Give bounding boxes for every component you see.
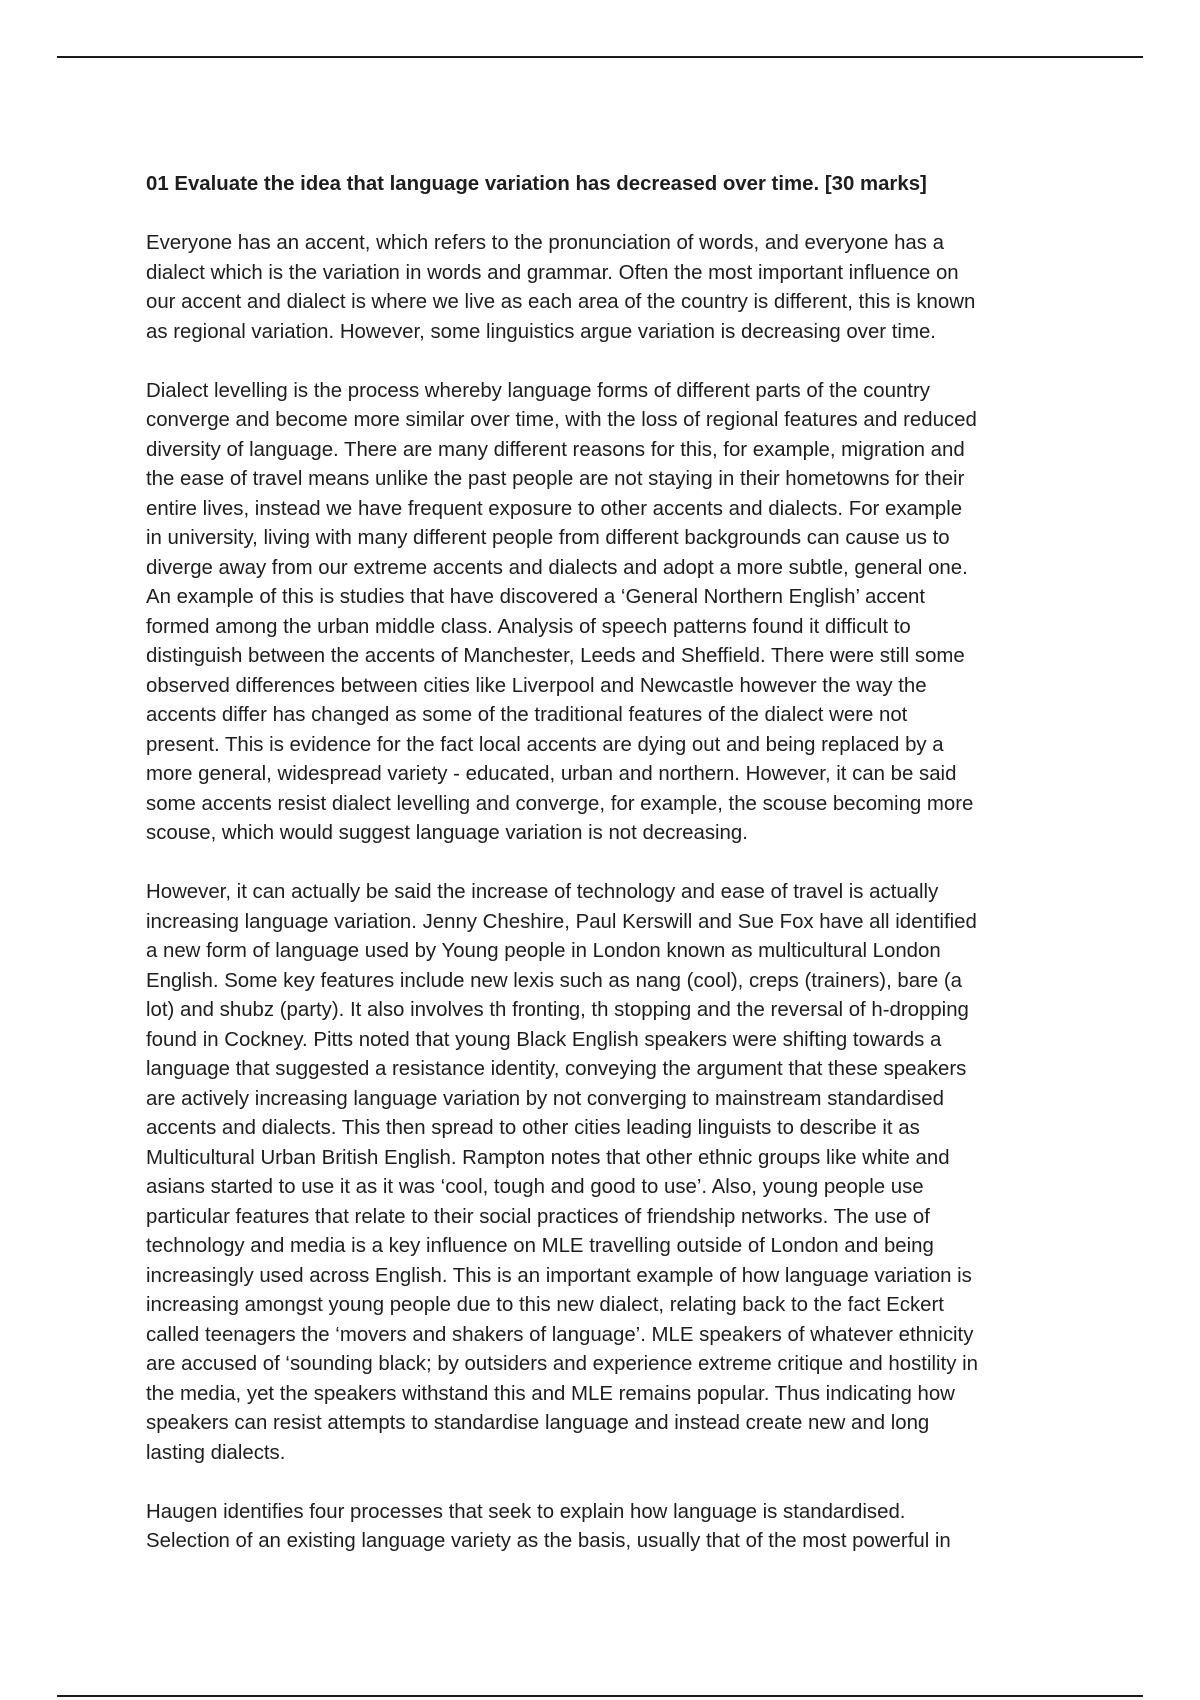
essay-body	[146, 170, 1058, 1586]
text-line: distinguish between the accents of Manchester, Leeds and Sheffield. There were still some	[146, 645, 965, 667]
text-line: accents and dialects. This then spread to other cities leading linguists to describe it as	[146, 1117, 920, 1139]
question-heading: 01 Evaluate the idea that language variation has decreased over time. [30 marks]	[146, 173, 927, 195]
text-line: lasting dialects.	[146, 1441, 286, 1464]
text-line: English. Some key features include new lexis such as nang (cool), creps (trainers), bare (a	[146, 969, 963, 992]
text-line: formed among the urban middle class. Analysis of speech patterns found it difficult to	[146, 615, 911, 638]
text-line: are accused of ‘sounding black; by outsiders and experience extreme critique and hostility in	[146, 1353, 978, 1375]
text-line: lot) and shubz (party). It also involves th fronting, th stopping and the reversal of h-dropping	[146, 999, 969, 1021]
text-line: a new form of language used by Young people in London known as multicultural London	[146, 940, 941, 962]
text-line: observed differences between cities like Liverpool and Newcastle however the way the	[146, 674, 927, 697]
text-line: Selection of an existing language variety as the basis, usually that of the most powerful in	[146, 1530, 951, 1552]
text-line: accents differ has changed as some of the traditional features of the dialect were not	[146, 704, 908, 726]
text-line: the ease of travel means unlike the past people are not staying in their hometowns for their	[146, 468, 965, 490]
paragraph-dialect-levelling	[146, 377, 1058, 849]
text-line: some accents resist dialect levelling and converge, for example, the scouse becoming more	[146, 792, 974, 815]
text-line: in university, living with many different people from different backgrounds can cause us to	[146, 527, 950, 549]
text-line: speakers can resist attempts to standardise language and instead create new and long	[146, 1412, 930, 1434]
text-line: language that suggested a resistance identity, conveying the argument that these speakers	[146, 1058, 967, 1080]
text-line: increasing language variation. Jenny Cheshire, Paul Kerswill and Sue Fox have all identified	[146, 910, 977, 933]
text-line: However, it can actually be said the increase of technology and ease of travel is actually	[146, 881, 939, 903]
text-line: called teenagers the ‘movers and shakers of language’. MLE speakers of whatever ethnicity	[146, 1323, 974, 1346]
text-line: increasingly used across English. This is an important example of how language variation is	[146, 1264, 972, 1287]
text-line: the media, yet the speakers withstand this and MLE remains popular. Thus indicating how	[146, 1382, 955, 1405]
text-line: Everyone has an accent, which refers to the pronunciation of words, and everyone has a	[146, 232, 944, 254]
text-line: entire lives, instead we have frequent exposure to other accents and dialects. For example	[146, 497, 963, 520]
text-line: Dialect levelling is the process whereby language forms of different parts of the country	[146, 379, 930, 402]
text-line: Haugen identifies four processes that seek to explain how language is standardised.	[146, 1500, 906, 1523]
paragraph-mle	[146, 878, 1058, 1468]
text-line: Multicultural Urban British English. Rampton notes that other ethnic groups like white and	[146, 1146, 950, 1169]
text-line: particular features that relate to their social practices of friendship networks. The use of	[146, 1205, 930, 1228]
top-rule	[57, 56, 1143, 58]
text-line: dialect which is the variation in words and grammar. Often the most important influence on	[146, 261, 959, 284]
paragraph-haugen	[146, 1498, 1058, 1557]
text-line: technology and media is a key influence on MLE travelling outside of London and being	[146, 1235, 934, 1257]
bottom-rule	[57, 1695, 1143, 1697]
text-line: converge and become more similar over time, with the loss of regional features and reduced	[146, 409, 977, 431]
text-line: present. This is evidence for the fact local accents are dying out and being replaced by a	[146, 733, 944, 756]
text-line: asians started to use it as it was ‘cool, tough and good to use’. Also, young people use	[146, 1176, 924, 1198]
text-line: our accent and dialect is where we live as each area of the country is different, this is known	[146, 291, 976, 313]
text-line: An example of this is studies that have discovered a ‘General Northern English’ accent	[146, 586, 926, 608]
text-line: more general, widespread variety - educated, urban and northern. However, it can be said	[146, 763, 957, 785]
text-line: scouse, which would suggest language variation is not decreasing.	[146, 822, 748, 844]
text-line: as regional variation. However, some linguistics argue variation is decreasing over time.	[146, 320, 936, 343]
text-line: are actively increasing language variation by not converging to mainstream standardised	[146, 1087, 944, 1110]
text-line: found in Cockney. Pitts noted that young Black English speakers were shifting towards a	[146, 1028, 942, 1051]
paragraph-intro	[146, 229, 1058, 347]
text-line: increasing amongst young people due to this new dialect, relating back to the fact Eckert	[146, 1294, 944, 1316]
text-line: diverge away from our extreme accents and dialects and adopt a more subtle, general one.	[146, 556, 968, 579]
text-line: diversity of language. There are many different reasons for this, for example, migration and	[146, 438, 965, 461]
